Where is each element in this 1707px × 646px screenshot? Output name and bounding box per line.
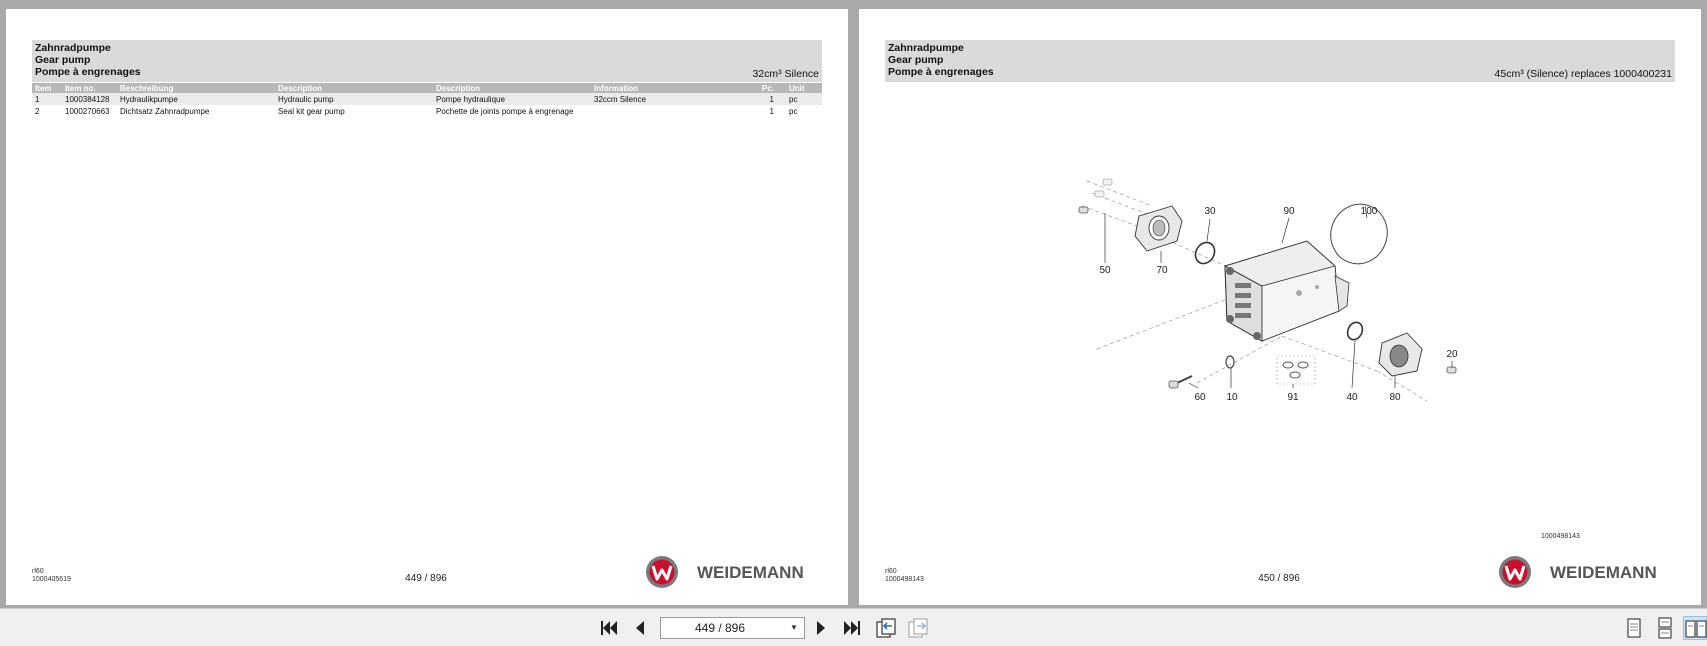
next-page-button[interactable]	[809, 616, 833, 640]
header-info: 32cm³ Silence	[752, 68, 819, 80]
title-fr: Pompe à engrenages	[888, 66, 994, 78]
go-forward-icon	[906, 616, 930, 640]
last-page-icon	[840, 616, 864, 640]
chevron-down-icon[interactable]: ▼	[790, 623, 798, 632]
last-page-button[interactable]	[840, 616, 864, 640]
callout-label: 91	[1287, 392, 1299, 403]
previous-page-icon	[628, 616, 652, 640]
col-description: Description	[275, 83, 433, 93]
o-ring-part-icon	[1192, 239, 1219, 267]
page-number: 450 / 896	[1258, 573, 1300, 584]
cell-item-no: 1000270663	[65, 106, 110, 116]
pump-body-part-icon	[1225, 241, 1349, 341]
parts-table-header	[32, 83, 822, 93]
title-en: Gear pump	[35, 54, 91, 66]
single-page-view-button[interactable]	[1622, 616, 1646, 640]
page-right	[859, 9, 1701, 605]
col-description-fr: Description	[433, 83, 591, 93]
title-de: Zahnradpumpe	[888, 42, 964, 54]
callout-label: 40	[1346, 392, 1358, 403]
callout-label: 10	[1226, 392, 1238, 403]
go-forward-button[interactable]	[906, 616, 930, 640]
cell-pc: 1	[741, 93, 786, 105]
col-information: Information	[591, 83, 741, 93]
go-back-icon	[874, 616, 898, 640]
cell-item-no: 1000384128	[62, 93, 117, 105]
cell-beschreibung: Dichtsatz Zahnradpumpe	[120, 106, 210, 116]
cell-pc: 1	[769, 106, 774, 116]
page-header	[885, 40, 1675, 82]
gear-pump-exploded-diagram	[1077, 171, 1477, 416]
two-page-view-button[interactable]	[1683, 616, 1707, 640]
callout-label: 60	[1194, 392, 1206, 403]
cell-unit: pc	[786, 93, 822, 105]
continuous-pages-icon	[1653, 616, 1677, 640]
brand-name: WEIDEMANN	[697, 563, 804, 582]
cell-beschreibung: Hydraulikpumpe	[117, 93, 275, 105]
footer-model: rl60	[885, 568, 897, 575]
elbow-flange-part-icon	[1379, 333, 1422, 376]
cell-information	[591, 105, 741, 117]
cell-item: 1	[32, 93, 62, 105]
first-page-button[interactable]	[597, 616, 621, 640]
previous-page-button[interactable]	[628, 616, 652, 640]
callout-label: 20	[1446, 349, 1458, 360]
drawing-code: 1000498143	[1541, 533, 1580, 540]
callout-label: 100	[1360, 206, 1378, 217]
next-page-icon	[809, 616, 833, 640]
header-info: 45cm³ (Silence) replaces 1000400231	[1494, 68, 1672, 80]
go-back-button[interactable]	[874, 616, 898, 640]
parts-table	[32, 83, 822, 117]
title-fr: Pompe à engrenages	[35, 66, 141, 78]
cell-description-fr: Pochette de joints pompe à engrenage	[436, 106, 574, 116]
cell-unit: pc	[789, 106, 798, 116]
footer-doc-number: 1000498143	[885, 576, 924, 583]
viewer-toolbar	[0, 608, 1707, 646]
weidemann-logo	[1497, 554, 1682, 590]
page-header	[32, 40, 822, 82]
footer-doc-number: 1000405619	[32, 576, 71, 583]
continuous-view-button[interactable]	[1653, 616, 1677, 640]
cell-item: 2	[35, 106, 40, 116]
page-selector[interactable]	[660, 617, 805, 639]
page-left	[6, 9, 848, 605]
title-de: Zahnradpumpe	[35, 42, 111, 54]
callout-label: 70	[1156, 265, 1168, 276]
table-row	[32, 105, 822, 117]
single-page-icon	[1622, 616, 1646, 640]
col-unit: Unit	[786, 83, 822, 93]
cell-information: 32ccm Silence	[591, 93, 741, 105]
brand-name: WEIDEMANN	[1550, 563, 1657, 582]
page-number-input[interactable]	[661, 618, 779, 638]
cell-description-fr: Pompe hydraulique	[433, 93, 591, 105]
page-number: 449 / 896	[405, 573, 447, 584]
col-beschreibung: Beschreibung	[117, 83, 275, 93]
flange-part-icon	[1135, 206, 1182, 251]
callout-label: 80	[1389, 392, 1401, 403]
footer-code	[32, 568, 71, 584]
callout-label: 30	[1204, 206, 1216, 217]
cell-description: Hydraulic pump	[275, 93, 433, 105]
two-pages-icon	[1684, 617, 1707, 641]
footer-model: rl60	[32, 568, 44, 575]
title-en: Gear pump	[888, 54, 944, 66]
first-page-icon	[597, 616, 621, 640]
callout-label: 50	[1099, 265, 1111, 276]
weidemann-logo	[644, 554, 829, 590]
col-pc: Pc.	[741, 83, 786, 93]
footer-code	[885, 568, 924, 584]
col-item: Item	[32, 83, 62, 93]
table-row	[32, 93, 822, 105]
cell-description: Seal kit gear pump	[278, 106, 345, 116]
callout-label: 90	[1283, 206, 1295, 217]
col-item-no: Item no.	[62, 83, 117, 93]
